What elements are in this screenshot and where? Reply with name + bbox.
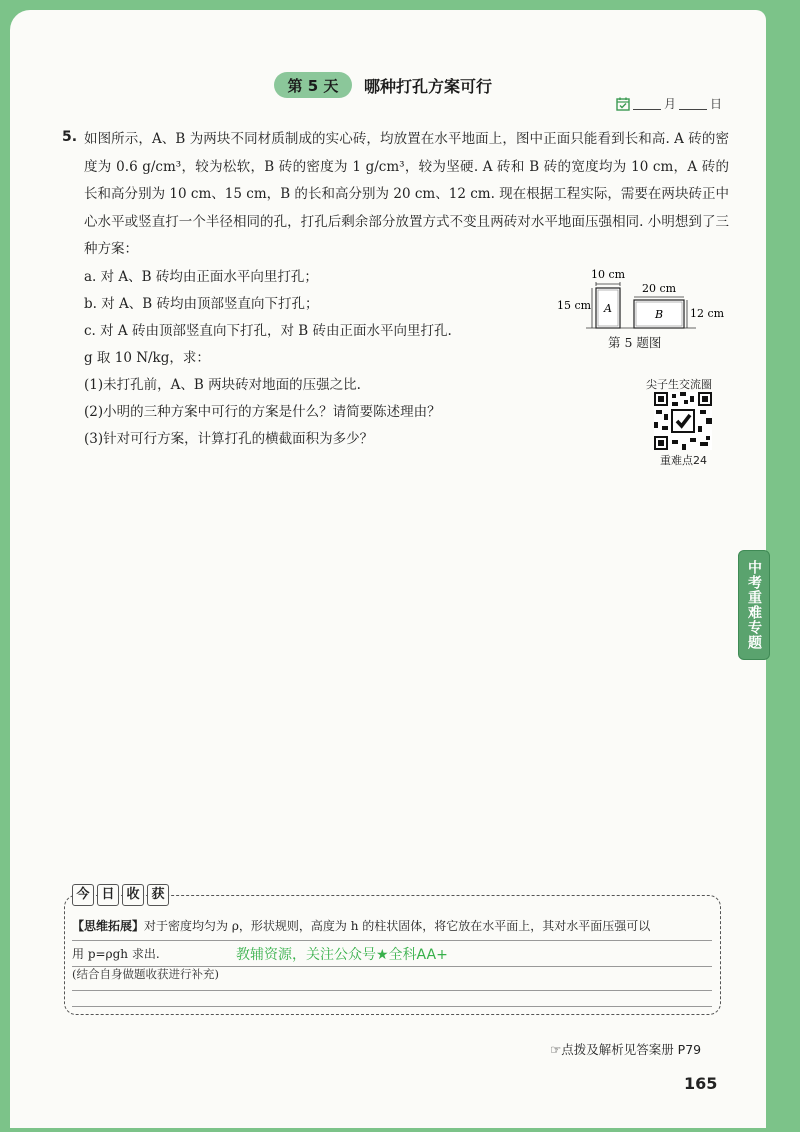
part-2: (2)小明的三种方案中可行的方案是什么？请简要陈述理由？ bbox=[84, 404, 441, 420]
harvest-title bbox=[72, 884, 169, 906]
page-number: 165 bbox=[684, 1074, 718, 1093]
qr-subtitle: 重难点24 bbox=[660, 454, 707, 467]
day-badge: 第 5 天 bbox=[274, 72, 352, 98]
a-height-label: 15 cm bbox=[556, 299, 592, 312]
month-label: 月 bbox=[664, 97, 677, 111]
day-label: 日 bbox=[710, 97, 723, 111]
part-3: (3)针对可行方案，计算打孔的横截面积为多少？ bbox=[84, 431, 374, 447]
extension-line bbox=[72, 912, 712, 940]
page-title: 哪种打孔方案可行 bbox=[364, 77, 493, 96]
qr-code-icon[interactable] bbox=[654, 392, 712, 450]
option-b: b. 对 A、B 砖均由顶部竖直向下打孔； bbox=[84, 296, 319, 312]
rule-line bbox=[72, 1006, 712, 1007]
watermark-text: 教辅资源，关注公众号★全科AA+ bbox=[236, 947, 448, 963]
brick-a-label: A bbox=[604, 302, 612, 315]
calendar-check-icon bbox=[616, 97, 630, 111]
answer-reference: ☞点拨及解析见答案册 P79 bbox=[550, 1042, 702, 1057]
given-text: g 取 10 N/kg，求： bbox=[84, 350, 210, 366]
extension-text: 对于密度均匀为 ρ，形状规则，高度为 h 的柱状固体，将它放在水平面上，其对水平面压强可以 bbox=[144, 919, 651, 933]
harvest-title-char: 今 bbox=[72, 884, 94, 906]
date-area bbox=[616, 95, 722, 112]
side-tab[interactable]: 中考重难专题 bbox=[738, 550, 770, 660]
harvest-title-char: 日 bbox=[97, 884, 119, 906]
option-c: c. 对 A 砖由顶部竖直向下打孔，对 B 砖由正面水平向里打孔. bbox=[84, 323, 452, 339]
option-a: a. 对 A、B 砖均由正面水平向里打孔； bbox=[84, 269, 318, 285]
b-height-label: 12 cm bbox=[690, 307, 725, 320]
question-number: 5. bbox=[62, 129, 78, 145]
part-1: (1)未打孔前，A、B 两块砖对地面的压强之比. bbox=[84, 377, 361, 393]
b-width-label: 20 cm bbox=[641, 282, 677, 295]
rule-line bbox=[72, 940, 712, 941]
question-text: 如图所示，A、B 为两块不同材质制成的实心砖，均放置在水平地面上，图中正面只能看到长和高. A 砖的密度为 0.6 g/cm³，较为松软，B 砖的密度为 1 g/cm³，较为坚硬. A 砖和 B 砖的宽度均为 10 cm，A 砖的长和高分别为 10 cm、15 cm，B 的长和高分别为 20 cm、12 cm. 现在根据工程实际，需要在两块砖正中心水平或竖直打一个半径相同的孔，打孔后剩余部分放置方式不变且两砖对水平地面压强相同. 小明想到了三种方案： bbox=[84, 131, 729, 257]
harvest-title-char: 收 bbox=[122, 884, 144, 906]
rule-line bbox=[72, 990, 712, 991]
month-blank[interactable] bbox=[633, 97, 661, 110]
extension-line-2: 用 p=ρgh 求出. bbox=[72, 947, 160, 961]
a-width-label: 10 cm bbox=[590, 268, 626, 281]
qr-label: 尖子生交流圈 bbox=[646, 378, 712, 391]
harvest-title-char: 获 bbox=[147, 884, 169, 906]
day-blank[interactable] bbox=[679, 97, 707, 110]
question-body bbox=[84, 126, 729, 264]
figure-caption: 第 5 题图 bbox=[608, 335, 662, 350]
brick-b-label: B bbox=[654, 308, 664, 321]
extension-title: 【思维拓展】 bbox=[72, 919, 145, 933]
supplement-text: (结合自身做题收获进行补充) bbox=[72, 967, 219, 981]
